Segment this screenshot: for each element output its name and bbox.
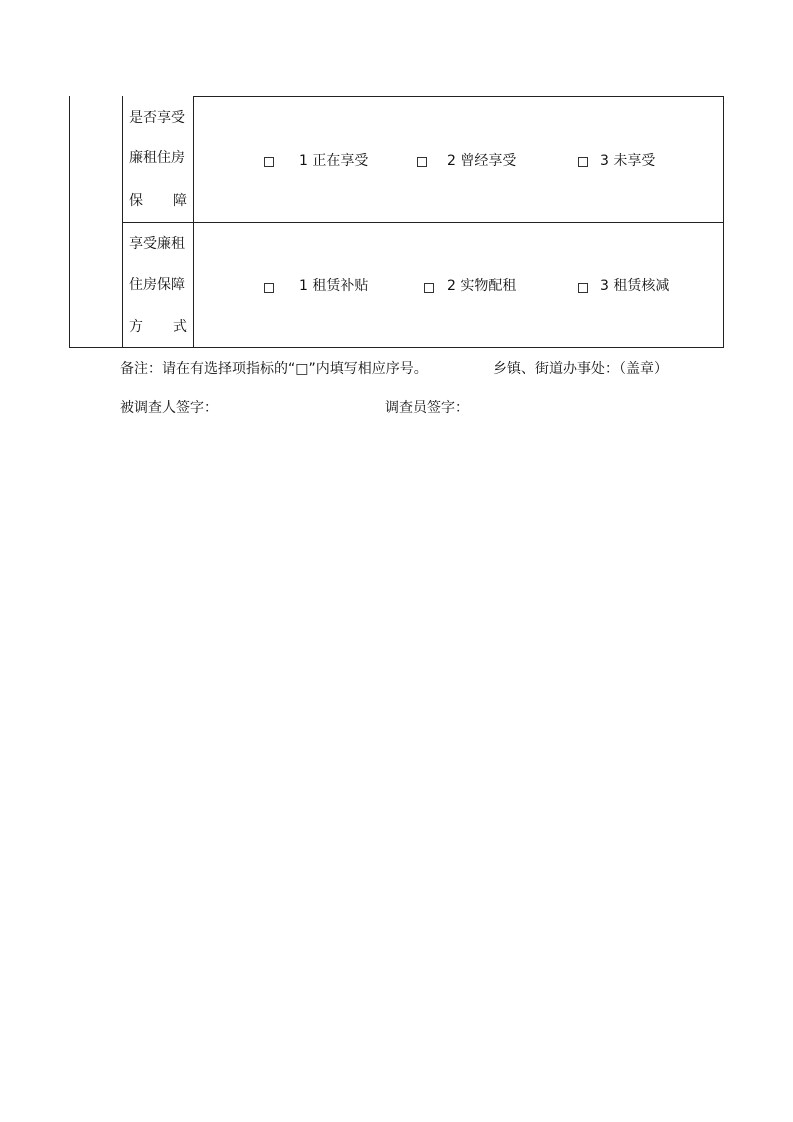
row-label-line: 保 障: [129, 193, 187, 209]
option-label: 2 曾经享受: [447, 153, 517, 169]
table-left-border: [69, 96, 70, 348]
row-label-line: 是否享受: [129, 110, 185, 126]
remark-text: 备注：请在有选择项指标的“□”内填写相应序号。: [120, 361, 428, 377]
option-label: 3 未享受: [600, 153, 656, 169]
row-label-line: 住房保障: [129, 277, 185, 293]
checkbox-rent-reduction[interactable]: [578, 283, 588, 293]
option-label: 2 实物配租: [447, 278, 517, 294]
respondent-signature-label: 被调查人签字：: [120, 400, 218, 416]
checkbox-currently-enjoying[interactable]: [264, 157, 274, 167]
checkbox-not-enjoying[interactable]: [578, 157, 588, 167]
row-label-line: 廉租住房: [129, 150, 185, 166]
row-label-line: 享受廉租: [129, 236, 185, 252]
option-label: 3 租赁核减: [600, 278, 670, 294]
table-top-border: [193, 96, 724, 97]
row-divider: [122, 222, 724, 223]
office-seal-label: 乡镇、街道办事处：（盖章）: [493, 361, 668, 377]
row-label-line: 方 式: [129, 319, 187, 335]
option-label: 1 正在享受: [299, 153, 369, 169]
checkbox-rent-subsidy[interactable]: [264, 283, 274, 293]
investigator-signature-label: 调查员签字：: [385, 400, 469, 416]
table-bottom-border: [69, 347, 724, 348]
checkbox-previously-enjoyed[interactable]: [417, 157, 427, 167]
row-label-benefit-type: [123, 222, 193, 347]
option-label: 1 租赁补贴: [299, 278, 369, 294]
row-label-housing-benefit: [123, 96, 193, 222]
checkbox-physical-allocation[interactable]: [424, 283, 434, 293]
